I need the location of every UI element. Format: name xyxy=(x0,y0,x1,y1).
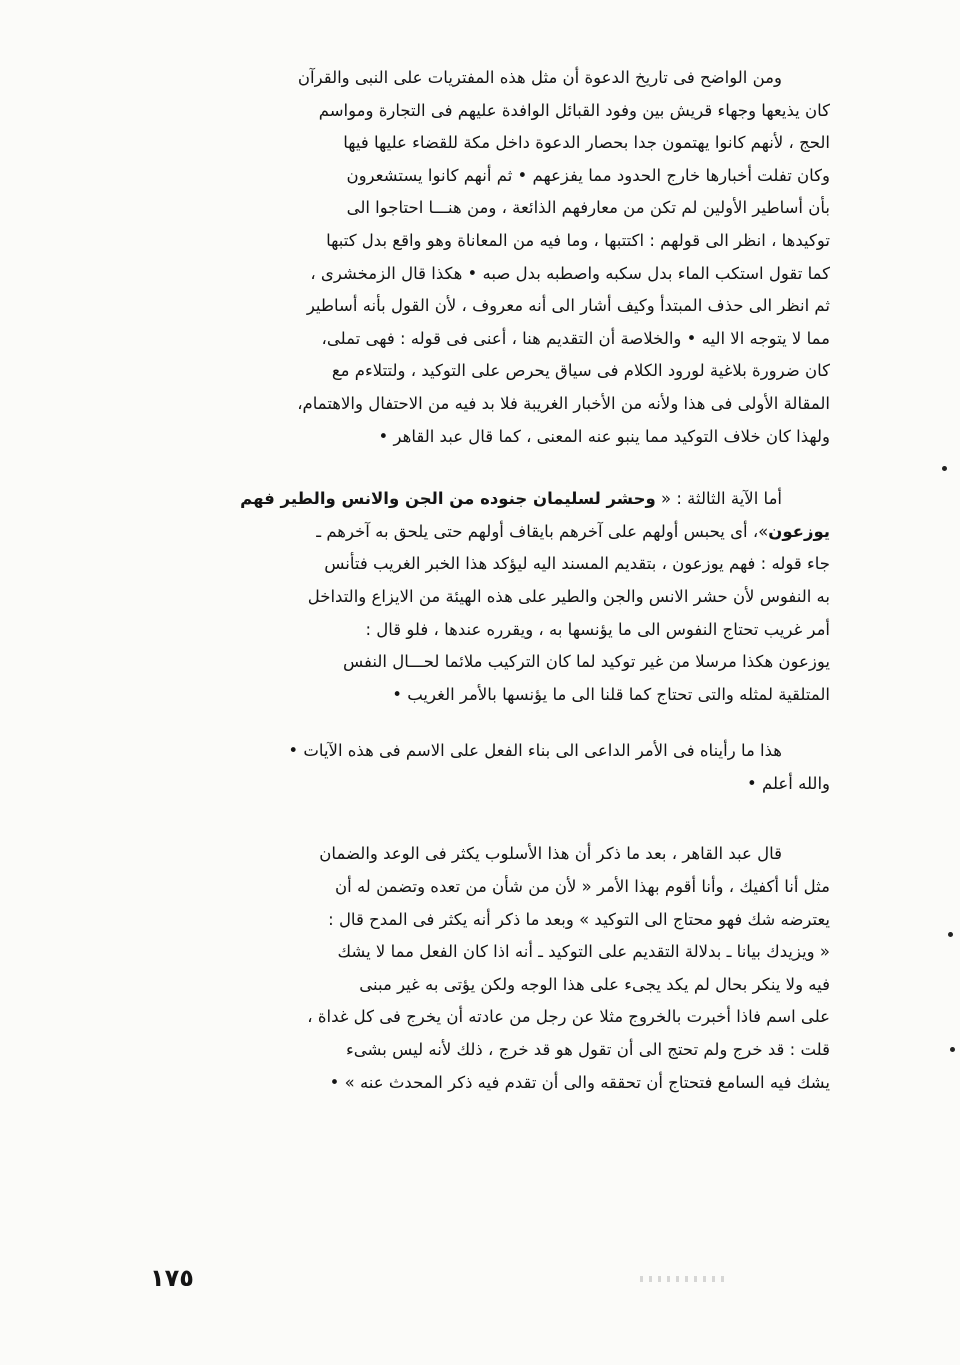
text-line: ومن الواضح فى تاريخ الدعوة أن مثل هذه المفتريات على النبى والقرآن xyxy=(297,68,782,87)
text-line: كما تقول استكب الماء بدل سكبه واصطبه بدل صبه • هكذا قال الزمخشرى ، xyxy=(310,263,830,283)
text-line: أمر غريب تحتاج النفوس الى ما يؤنسها به ، ويقرره عندها ، فلو قال : xyxy=(365,619,830,639)
text-line: بأن أساطير الأولين لم تكن من معارفهم الذائعة ، ومن هنـــا احتاجوا الى xyxy=(346,198,830,218)
text-line: يوزعون هكذا مرسلا من غير توكيد لما كان التركيب ملائما لحـــال النفس xyxy=(343,652,830,672)
text-line: المقالة الأولى فى هذا ولأنه من الأخبار الغريبة فلا بد فيه من الاحتفال والاهتمام، xyxy=(297,393,830,413)
paragraph-gap xyxy=(100,800,830,838)
scan-noise xyxy=(640,1276,730,1282)
text-line: توكيدها ، انظر الى قولهم : اكتتبها ، وما فيه من المعاناة وهو واقع بدل كتبها xyxy=(326,230,830,250)
text-line: يعترضه شك فهو محتاج الى التوكيد » وبعد ما ذكر أنه يكثر فى المدح قال : xyxy=(328,909,830,929)
text-line: « ويزيدك بيانا ـ بدلالة التقديم على التوكيد ـ أنه اذا كان الفعل مما لا يشك xyxy=(337,942,830,962)
text-line: جاء قوله : فهم يوزعون ، بتقديم المسند اليه ليؤكد هذا الخبر الغريب فتأنس xyxy=(324,554,830,574)
text-line: والله أعلم • xyxy=(747,773,830,793)
text-line: هذا ما رأيناه فى الأمر الداعى الى بناء الفعل على الاسم فى هذه الآيات • xyxy=(288,741,782,761)
paragraph-3 xyxy=(100,735,830,800)
scan-speck xyxy=(950,1047,955,1052)
paragraph-1 xyxy=(100,62,830,453)
text-line: الحج ، لأنهم كانوا يهتمون جدا بحصار الدعوة داخل مكة للقضاء عليها فيها xyxy=(343,133,830,153)
paragraph-gap xyxy=(100,453,830,483)
text-line: قال عبد القاهر ، بعد ما ذكر أن هذا الأسلوب يكثر فى الوعد والضمان xyxy=(319,844,782,864)
text-line: به النفوس لأن حشر الانس والجن والطير على هذه الهيئة من الايزاع والتداخل xyxy=(307,586,830,606)
verse-explanation: »، أى يحبس أولهم على آخرهم بايقاف أولهم حتى يلحق به آخرهم ـ xyxy=(316,521,769,541)
page-number: ١٧٥ xyxy=(150,1264,194,1292)
text-line: مثل أنا أكفيك ، وأنا أقوم بهذا الأمر « لأن من شأن من تعده وتضمن له أن xyxy=(335,877,830,897)
page-body xyxy=(100,62,830,1099)
text-line: يشك فيه السامع فتحتاج أن تحققه والى أن تقدم فيه ذكر المحدث عنه » • xyxy=(329,1072,830,1092)
text-line: ثم انظر الى حذف المبتدأ وكيف أشار الى أنه معروف ، لأن القول بأنه أساطير xyxy=(306,296,830,316)
text-line: قلت : قد خرج ولم تحتج الى أن تقول هو قد خرج ، ذلك لأنه ليس بشىء xyxy=(346,1040,830,1060)
scan-speck xyxy=(942,466,947,471)
text-line: مما لا يتوجه الا اليه • والخلاصة أن التقديم هنا ، أعنى فى قوله : فهى تملى، xyxy=(321,328,830,348)
scan-speck xyxy=(948,932,953,937)
paragraph-4 xyxy=(100,838,830,1099)
text-line xyxy=(240,483,830,516)
text-line: وكان تفلت أخبارها خارج الحدود مما يفزعهم • ثم أنهم كانوا يستشعرون xyxy=(346,165,830,185)
quranic-verse: وحشر لسليمان جنوده من الجن والانس والطير فهم xyxy=(240,489,656,509)
text-line: فيه ولا ينكر بحال لم يكد يجىء على هذا الوجه ولكن يؤتى به غير مبنى xyxy=(359,974,830,994)
paragraph-2 xyxy=(100,483,830,711)
text-line: على اسم فاذا أخبرت بالخروج مثلا عن رجل من عادته أن يخرج فى كل غداة ، xyxy=(307,1007,830,1027)
text-line: كان ضرورة بلاغية لورود الكلام فى سياق يحرص على التوكيد ، ولتتلاءم مع xyxy=(331,361,830,381)
paragraph-gap xyxy=(100,711,830,735)
quranic-verse: يوزعون xyxy=(768,521,830,541)
text-line: ولهذا كان خلاف التوكيد مما ينبو عنه المعنى ، كما قال عبد القاهر • xyxy=(378,426,830,446)
text-line: المتلقية لمثله والتى تحتاج كما قلنا الى ما يؤنسها بالأمر الغريب • xyxy=(392,684,830,704)
text-line: كان يذيعها وجهاء قريش بين وفود القبائل الوافدة عليهم فى التجارة ومواسم xyxy=(318,100,830,120)
verse-intro: أما الآية الثالثة : « xyxy=(661,489,782,509)
